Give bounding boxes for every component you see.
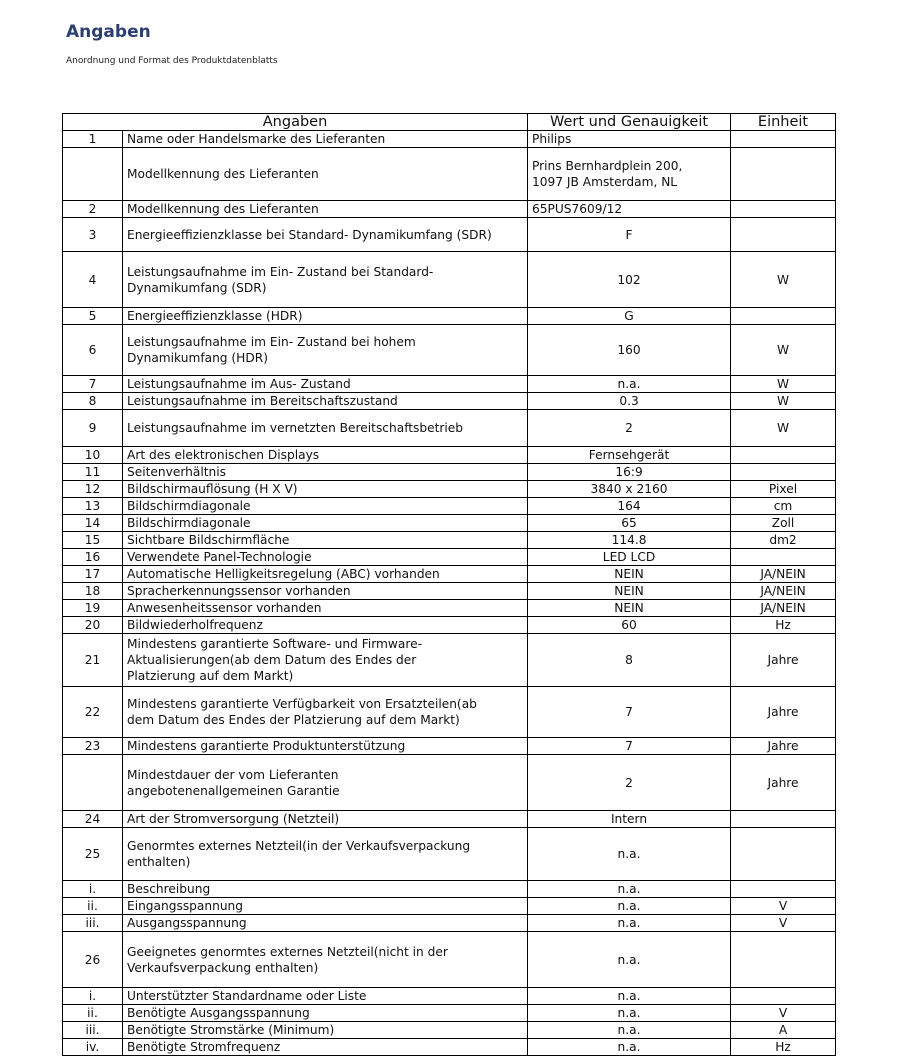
- row-number: [63, 755, 123, 811]
- row-label: Seitenverhältnis: [123, 464, 528, 481]
- row-number: 24: [63, 811, 123, 828]
- row-number: 5: [63, 308, 123, 325]
- row-number: 18: [63, 583, 123, 600]
- row-number: [63, 148, 123, 201]
- row-label: Benötigte Ausgangsspannung: [123, 1005, 528, 1022]
- row-label: Anwesenheitssensor vorhanden: [123, 600, 528, 617]
- row-unit: [731, 308, 836, 325]
- table-row: [63, 583, 836, 600]
- row-number: 26: [63, 932, 123, 988]
- row-label: Sichtbare Bildschirmfläche: [123, 532, 528, 549]
- row-unit: [731, 218, 836, 252]
- row-value: NEIN: [528, 566, 731, 583]
- row-value: n.a.: [528, 898, 731, 915]
- table-row: [63, 464, 836, 481]
- row-label: Spracherkennungssensor vorhanden: [123, 583, 528, 600]
- row-unit: [731, 549, 836, 566]
- row-value: F: [528, 218, 731, 252]
- row-unit: W: [731, 325, 836, 376]
- row-label: Mindestens garantierte Produktunterstützung: [123, 738, 528, 755]
- table-row: [63, 634, 836, 687]
- row-label: Beschreibung: [123, 881, 528, 898]
- table-row: [63, 755, 836, 811]
- row-label: Bildschirmdiagonale: [123, 498, 528, 515]
- row-value: 7: [528, 738, 731, 755]
- row-number: 19: [63, 600, 123, 617]
- row-unit: [731, 201, 836, 218]
- table-row: [63, 738, 836, 755]
- table-row: [63, 447, 836, 464]
- row-number: 8: [63, 393, 123, 410]
- row-number: 23: [63, 738, 123, 755]
- table-row: [63, 881, 836, 898]
- row-label: Bildschirmdiagonale: [123, 515, 528, 532]
- row-label: Leistungsaufnahme im Bereitschaftszustand: [123, 393, 528, 410]
- row-number: i.: [63, 988, 123, 1005]
- table-row: [63, 687, 836, 738]
- product-datasheet-table: [62, 113, 836, 1056]
- row-label: Energieeffizienzklasse (HDR): [123, 308, 528, 325]
- row-value: 7: [528, 687, 731, 738]
- row-value: Prins Bernhardplein 200, 1097 JB Amsterdam, NL: [528, 148, 731, 201]
- row-label: Art des elektronischen Displays: [123, 447, 528, 464]
- row-value: n.a.: [528, 376, 731, 393]
- row-value: 160: [528, 325, 731, 376]
- table-row: [63, 1022, 836, 1039]
- table-row: [63, 201, 836, 218]
- row-label: Modellkennung des Lieferanten: [123, 148, 528, 201]
- row-number: iv.: [63, 1039, 123, 1056]
- row-label: Ausgangsspannung: [123, 915, 528, 932]
- row-value: n.a.: [528, 881, 731, 898]
- row-label: Mindestens garantierte Verfügbarkeit von Ersatzteilen(ab dem Datum des Endes der Platzierung auf dem Markt): [123, 687, 528, 738]
- row-label: Mindestdauer der vom Lieferanten angebotenenallgemeinen Garantie: [123, 755, 528, 811]
- table-row: [63, 532, 836, 549]
- row-value: 164: [528, 498, 731, 515]
- table-row: [63, 898, 836, 915]
- row-unit: A: [731, 1022, 836, 1039]
- row-unit: [731, 881, 836, 898]
- row-unit: W: [731, 252, 836, 308]
- row-label: Name oder Handelsmarke des Lieferanten: [123, 131, 528, 148]
- table-row: [63, 148, 836, 201]
- header-wert: Wert und Genauigkeit: [528, 114, 731, 131]
- table-row: [63, 932, 836, 988]
- row-value: n.a.: [528, 1039, 731, 1056]
- row-number: 17: [63, 566, 123, 583]
- header-angaben: Angaben: [63, 114, 528, 131]
- row-unit: V: [731, 1005, 836, 1022]
- row-label: Geeignetes genormtes externes Netzteil(nicht in der Verkaufsverpackung enthalten): [123, 932, 528, 988]
- table-row: [63, 325, 836, 376]
- row-value: NEIN: [528, 600, 731, 617]
- row-label: Benötigte Stromfrequenz: [123, 1039, 528, 1056]
- row-number: 21: [63, 634, 123, 687]
- table-row: [63, 218, 836, 252]
- table-row: [63, 600, 836, 617]
- row-value: 60: [528, 617, 731, 634]
- table-row: [63, 1039, 836, 1056]
- row-unit: Zoll: [731, 515, 836, 532]
- row-unit: Jahre: [731, 634, 836, 687]
- table-row: [63, 393, 836, 410]
- page-subtitle: Anordnung und Format des Produktdatenblatts: [66, 56, 278, 66]
- row-value: Intern: [528, 811, 731, 828]
- table-row: [63, 811, 836, 828]
- table-row: [63, 376, 836, 393]
- row-unit: V: [731, 915, 836, 932]
- row-label: Benötigte Stromstärke (Minimum): [123, 1022, 528, 1039]
- row-value: Fernsehgerät: [528, 447, 731, 464]
- page-title: Angaben: [66, 22, 151, 42]
- header-einheit: Einheit: [731, 114, 836, 131]
- row-number: 10: [63, 447, 123, 464]
- row-label: Bildwiederholfrequenz: [123, 617, 528, 634]
- table-row: [63, 131, 836, 148]
- row-label: Leistungsaufnahme im vernetzten Bereitschaftsbetrieb: [123, 410, 528, 447]
- row-unit: [731, 988, 836, 1005]
- row-number: 3: [63, 218, 123, 252]
- row-value: 2: [528, 755, 731, 811]
- row-label: Leistungsaufnahme im Aus- Zustand: [123, 376, 528, 393]
- table-row: [63, 498, 836, 515]
- row-number: iii.: [63, 1022, 123, 1039]
- row-unit: dm2: [731, 532, 836, 549]
- row-value: 0.3: [528, 393, 731, 410]
- row-value: 2: [528, 410, 731, 447]
- row-number: 20: [63, 617, 123, 634]
- row-value: n.a.: [528, 915, 731, 932]
- row-number: 11: [63, 464, 123, 481]
- row-label: Verwendete Panel-Technologie: [123, 549, 528, 566]
- row-value: LED LCD: [528, 549, 731, 566]
- row-label: Automatische Helligkeitsregelung (ABC) vorhanden: [123, 566, 528, 583]
- row-unit: Jahre: [731, 755, 836, 811]
- row-value: NEIN: [528, 583, 731, 600]
- row-unit: [731, 932, 836, 988]
- row-unit: [731, 464, 836, 481]
- row-number: 2: [63, 201, 123, 218]
- row-number: ii.: [63, 1005, 123, 1022]
- table-row: [63, 410, 836, 447]
- row-unit: V: [731, 898, 836, 915]
- row-value: 102: [528, 252, 731, 308]
- row-number: 13: [63, 498, 123, 515]
- row-number: i.: [63, 881, 123, 898]
- row-unit: [731, 131, 836, 148]
- table-row: [63, 915, 836, 932]
- row-unit: [731, 828, 836, 881]
- row-unit: Jahre: [731, 738, 836, 755]
- row-label: Genormtes externes Netzteil(in der Verkaufsverpackung enthalten): [123, 828, 528, 881]
- table-row: [63, 549, 836, 566]
- row-label: Art der Stromversorgung (Netzteil): [123, 811, 528, 828]
- row-value: 8: [528, 634, 731, 687]
- row-number: 15: [63, 532, 123, 549]
- row-unit: JA/NEIN: [731, 600, 836, 617]
- row-number: ii.: [63, 898, 123, 915]
- row-number: 14: [63, 515, 123, 532]
- table-row: [63, 566, 836, 583]
- row-value: 65: [528, 515, 731, 532]
- table-header-row: [63, 114, 836, 131]
- table-row: [63, 988, 836, 1005]
- row-label: Energieeffizienzklasse bei Standard- Dynamikumfang (SDR): [123, 218, 528, 252]
- row-unit: [731, 811, 836, 828]
- table-row: [63, 515, 836, 532]
- row-unit: W: [731, 393, 836, 410]
- table-row: [63, 481, 836, 498]
- row-value: n.a.: [528, 1022, 731, 1039]
- row-unit: Jahre: [731, 687, 836, 738]
- table-row: [63, 252, 836, 308]
- row-unit: Pixel: [731, 481, 836, 498]
- row-label: Mindestens garantierte Software- und Firmware- Aktualisierungen(ab dem Datum des Endes der Platzierung auf dem Markt): [123, 634, 528, 687]
- row-unit: Hz: [731, 617, 836, 634]
- row-unit: W: [731, 376, 836, 393]
- table-row: [63, 1005, 836, 1022]
- row-label: Modellkennung des Lieferanten: [123, 201, 528, 218]
- table-row: [63, 828, 836, 881]
- row-number: 12: [63, 481, 123, 498]
- row-value: 65PUS7609/12: [528, 201, 731, 218]
- row-value: n.a.: [528, 988, 731, 1005]
- row-label: Leistungsaufnahme im Ein- Zustand bei hohem Dynamikumfang (HDR): [123, 325, 528, 376]
- row-number: 25: [63, 828, 123, 881]
- row-number: 6: [63, 325, 123, 376]
- row-value: n.a.: [528, 1005, 731, 1022]
- row-number: 4: [63, 252, 123, 308]
- row-number: 16: [63, 549, 123, 566]
- row-number: 1: [63, 131, 123, 148]
- row-value: Philips: [528, 131, 731, 148]
- row-value: n.a.: [528, 932, 731, 988]
- row-unit: W: [731, 410, 836, 447]
- row-number: 7: [63, 376, 123, 393]
- row-number: 9: [63, 410, 123, 447]
- row-unit: [731, 148, 836, 201]
- row-label: Bildschirmauflösung (H X V): [123, 481, 528, 498]
- row-number: 22: [63, 687, 123, 738]
- row-value: G: [528, 308, 731, 325]
- table-row: [63, 617, 836, 634]
- row-unit: JA/NEIN: [731, 566, 836, 583]
- table-row: [63, 308, 836, 325]
- row-value: 114.8: [528, 532, 731, 549]
- row-unit: JA/NEIN: [731, 583, 836, 600]
- row-label: Unterstützter Standardname oder Liste: [123, 988, 528, 1005]
- row-label: Eingangsspannung: [123, 898, 528, 915]
- row-value: n.a.: [528, 828, 731, 881]
- row-value: 16:9: [528, 464, 731, 481]
- row-label: Leistungsaufnahme im Ein- Zustand bei Standard- Dynamikumfang (SDR): [123, 252, 528, 308]
- row-unit: [731, 447, 836, 464]
- row-value: 3840 x 2160: [528, 481, 731, 498]
- row-number: iii.: [63, 915, 123, 932]
- row-unit: Hz: [731, 1039, 836, 1056]
- row-unit: cm: [731, 498, 836, 515]
